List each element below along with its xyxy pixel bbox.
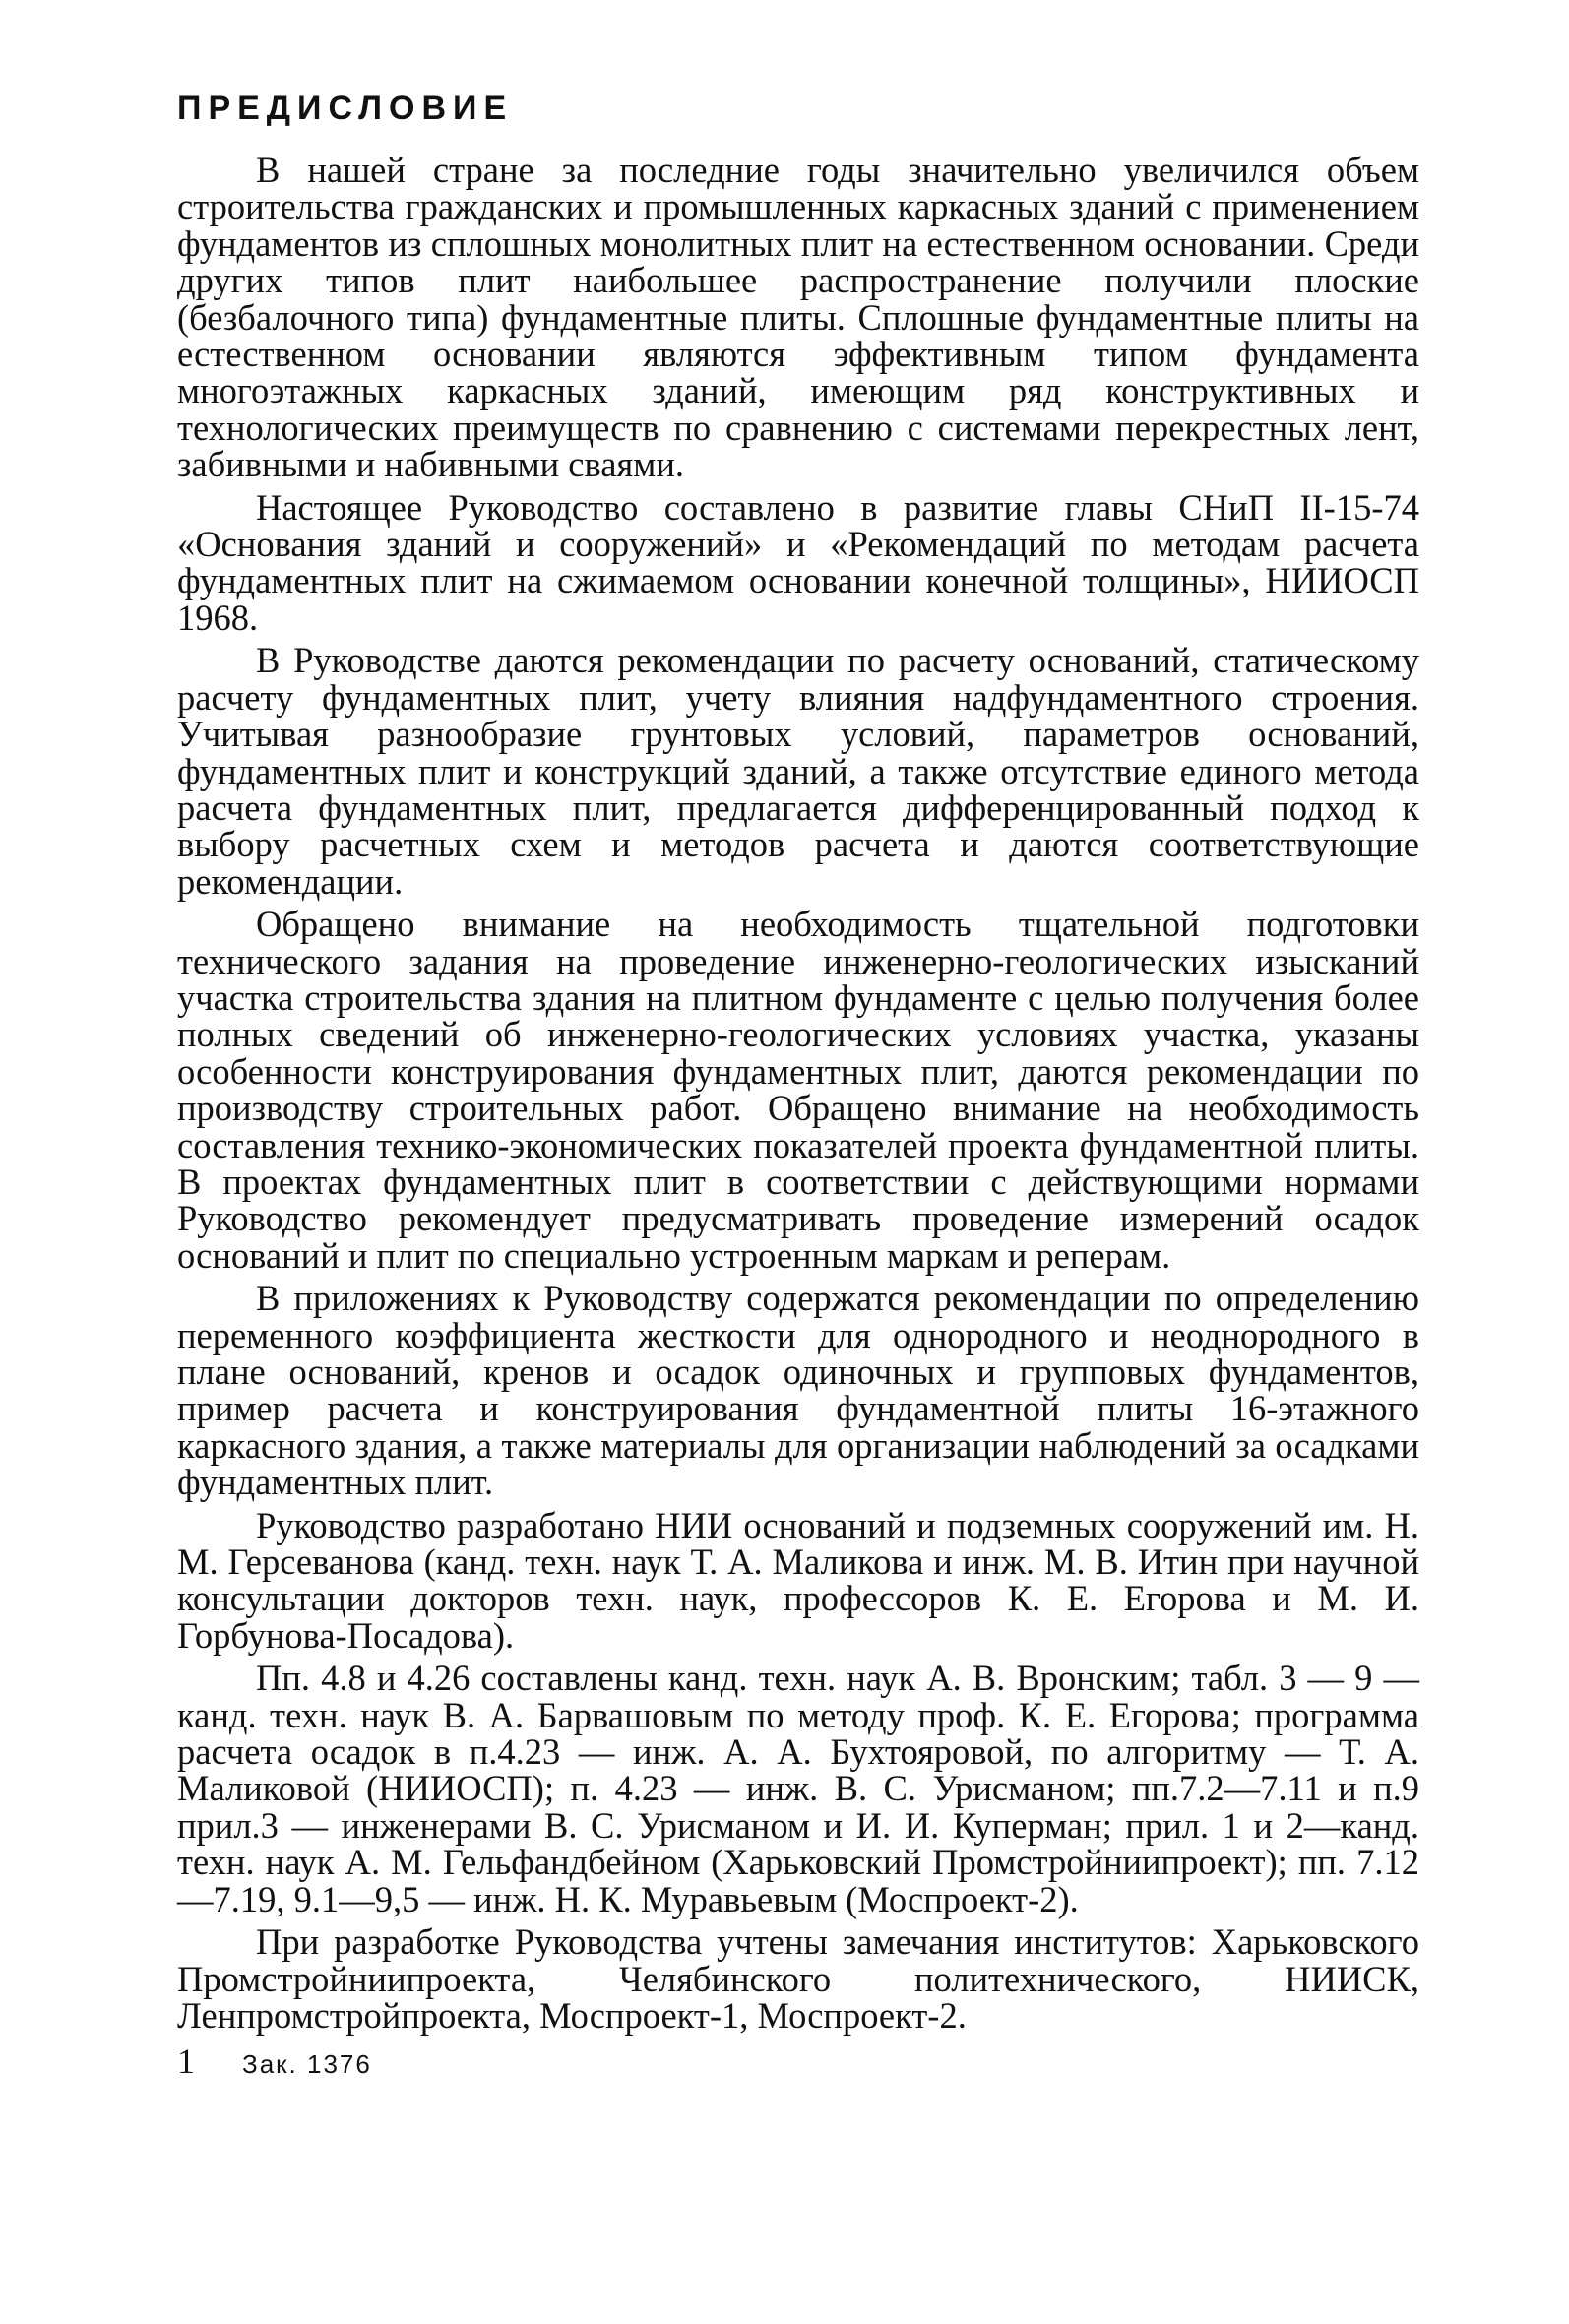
paragraph-basis: Настоящее Руководство составлено в развитие главы СНиП II-15-74 «Основания зданий и сооружений» и «Рекомендаций по методам расчета фундаментных плит на сжимаемом основании конечной толщины», НИИОСП 1968. xyxy=(177,486,1419,638)
page-title: ПРЕДИСЛОВИЕ xyxy=(177,90,514,127)
order-number: Зак. 1376 xyxy=(242,2049,372,2080)
signature-number: 1 xyxy=(177,2041,195,2082)
document-page xyxy=(177,89,1419,2082)
paragraph-reviewers: При разработке Руководства учтены замечания институтов: Харьковского Промстройниипроекта, Челябинского политехнического, НИИСК, Ленпромстройпроекта, Моспроект-1, Моспроект-2. xyxy=(177,1921,1419,2036)
paragraph-authors: Руководство разработано НИИ оснований и подземных сооружений им. Н. М. Герсеванова (канд. техн. наук Т. А. Маликова и инж. М. В. Итин при научной консультации докторов техн. наук, профессоров К. Е. Егорова и М. И. Горбунова-Посадова). xyxy=(177,1504,1419,1656)
paragraph-scope: В Руководстве даются рекомендации по расчету оснований, статическому расчету фундаментных плит, учету влияния надфундаментного строения. Учитывая разнообразие грунтовых условий, параметров оснований, фундаментных плит и конструкций зданий, а также отсутствие единого метода расчета фундаментных плит, предлагается дифференцированный подход к выбору расчетных схем и методов расчета и даются соответствующие рекомендации. xyxy=(177,640,1419,902)
paragraph-contributors: Пп. 4.8 и 4.26 составлены канд. техн. наук А. В. Вронским; табл. 3 — 9 — канд. техн. наук В. А. Барвашовым по методу проф. К. Е. Егорова; программа расчета осадок в п.4.23 — инж. А. А. Бухтояровой, по алгоритму — Т. А. Маликовой (НИИОСП); п. 4.23 — инж. В. С. Урисманом; пп.7.2—7.11 и п.9 прил.3 — инженерами В. С. Урисманом и И. И. Куперман; прил. 1 и 2—канд. техн. наук А. М. Гельфандбейном (Харьковский Промстройниипроект); пп. 7.12—7.19, 9.1—9,5 — инж. Н. К. Муравьевым (Моспроект-2). xyxy=(177,1658,1419,1919)
paragraph-attention: Обращено внимание на необходимость тщательной подготовки технического задания на проведение инженерно-геологических изысканий участка строительства здания на плитном фундаменте с целью получения более полных сведений об инженерно-геологических условиях участка, указаны особенности конструирования фундаментных плит, даются рекомендации по производству строительных работ. Обращено внимание на необходимость составления технико-экономических показателей проекта фундаментной плиты. В проектах фундаментных плит в соответствии с действующими нормами Руководство рекомендует предусматривать проведение измерений осадок оснований и плит по специально устроенным маркам и реперам. xyxy=(177,904,1419,1276)
paragraph-intro: В нашей стране за последние годы значительно увеличился объем строительства гражданских и промышленных каркасных зданий с применением фундаментов из сплошных монолитных плит на естественном основании. Среди других типов плит наибольшее распространение получили плоские (безбалочного типа) фундаментные плиты. Сплошные фундаментные плиты на естественном основании являются эффективным типом фундамента многоэтажных каркасных зданий, имеющим ряд конструктивных и технологических преимуществ по сравнению с системами перекрестных лент, забивными и набивными сваями. xyxy=(177,150,1419,485)
paragraph-appendices: В приложениях к Руководству содержатся рекомендации по определению переменного коэффициента жесткости для однородного и неоднородного в плане оснований, кренов и осадок одиночных и групповых фундаментов, пример расчета и конструирования фундаментной плиты 16-этажного каркасного здания, а также материалы для организации наблюдений за осадками фундаментных плит. xyxy=(177,1278,1419,1503)
page-footer xyxy=(177,2043,1419,2082)
